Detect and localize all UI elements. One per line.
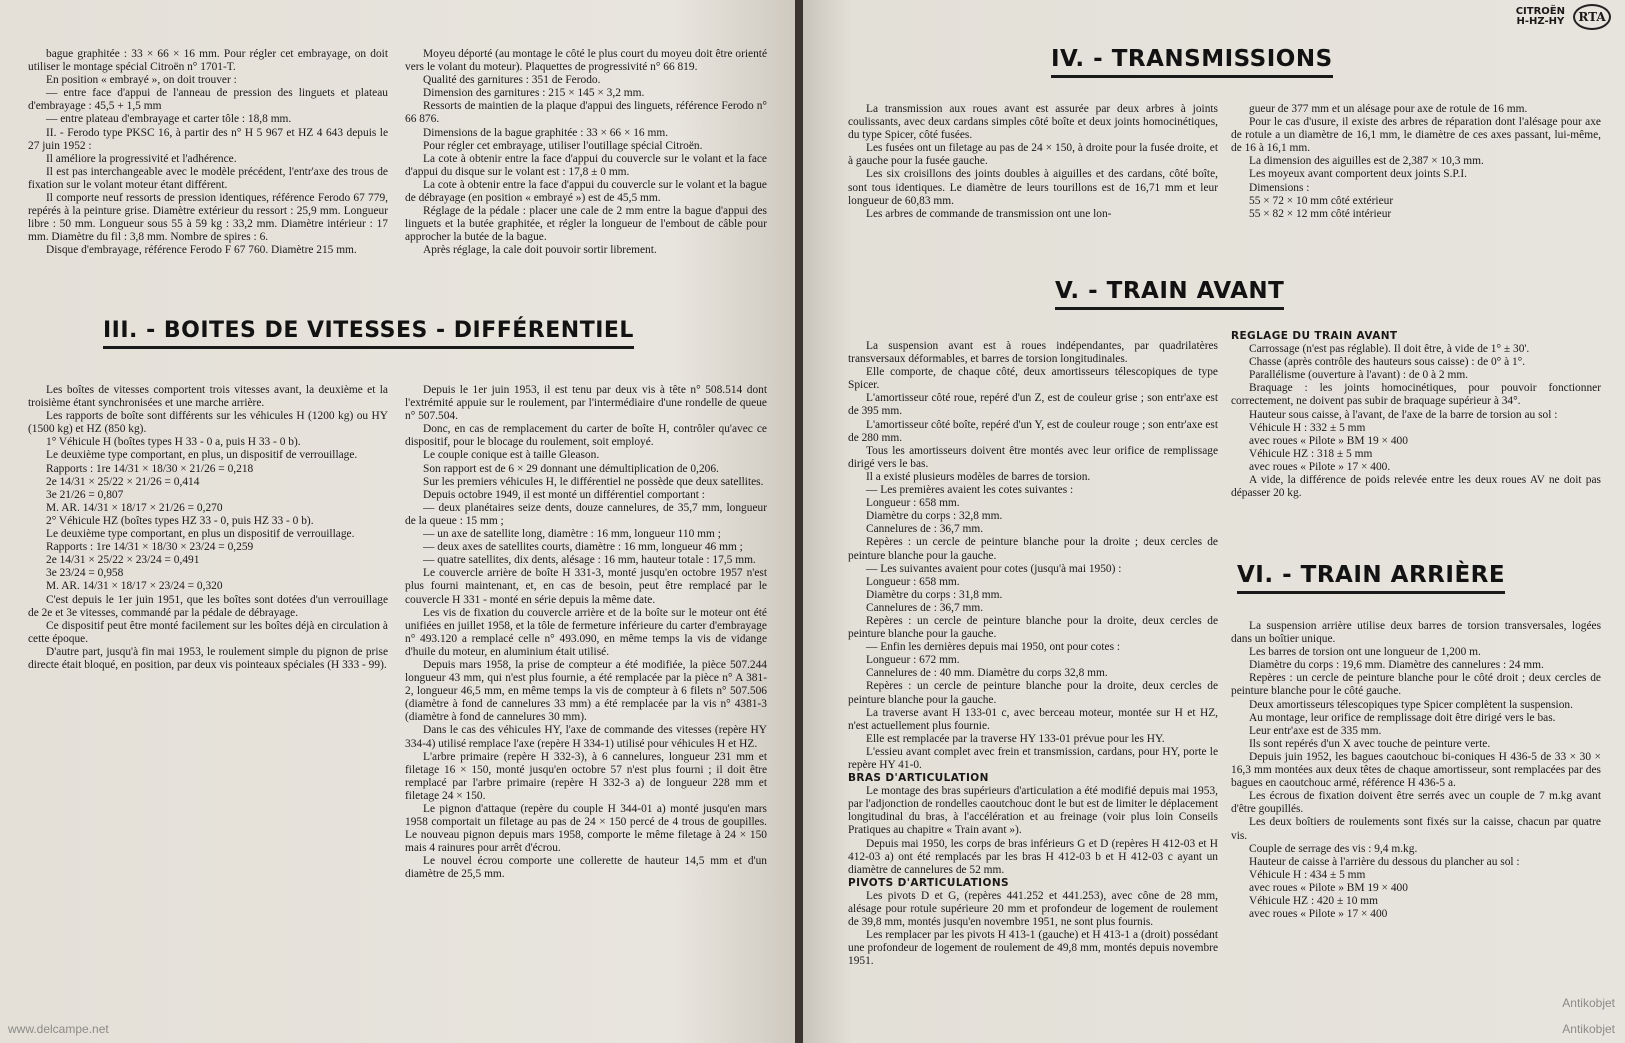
paragraph: Leur entr'axe est de 335 mm. xyxy=(1249,724,1382,737)
paragraph: Les boîtes de vitesses comportent trois vitesses avant, la deuxième et la troisième étant synchronisées et une marche arrière. xyxy=(28,384,388,410)
paragraph: Dimensions : xyxy=(1249,181,1310,194)
header-corner xyxy=(1516,4,1611,30)
paragraph: Repères : un cercle de peinture blanche pour la droite, deux cercles de peinture blanche pour la gauche. xyxy=(848,614,1218,641)
paragraph: Hauteur sous caisse, à l'avant, de l'axe de la barre de torsion au sol : xyxy=(1249,408,1558,421)
paragraph: A vide, la différence de poids relevée entre les deux roues AV ne doit pas dépasser 20 kg. xyxy=(1231,474,1601,500)
paragraph: Véhicule HZ : 318 ± 5 mm xyxy=(1249,447,1373,460)
paragraph: C'est depuis le 1er juin 1951, que les boîtes sont dotées d'un verrouillage de 2e et 3e vitesses, commandé par la pédale de débrayage. xyxy=(28,593,388,619)
left-col2-bottom xyxy=(405,384,767,882)
paragraph: Au montage, leur orifice de remplissage doit être dirigé vers le bas. xyxy=(1249,711,1556,724)
paragraph: Les six croisillons des joints doubles à aiguilles et des cardans, côté boîte, sont tous identiques. Le diamètre de leurs tourillons est de 16,71 mm et leur longueur de 60,83 mm. xyxy=(848,168,1218,207)
paragraph: — un axe de satellite long, diamètre : 16 mm, longueur 110 mm ; xyxy=(423,528,721,541)
heading-train-avant: V. - TRAIN AVANT xyxy=(1055,278,1284,310)
paragraph: Les fusées ont un filetage au pas de 24 × 150, à droite pour la fusée droite, et à gauche pour la fusée gauche. xyxy=(848,142,1218,168)
paragraph: 1° Véhicule H (boîtes types H 33 - 0 a, puis H 33 - 0 b). xyxy=(46,436,301,449)
paragraph: 2e 14/31 × 25/22 × 23/24 = 0,491 xyxy=(46,554,200,567)
paragraph: Longueur : 658 mm. xyxy=(866,497,960,510)
paragraph: Carrossage (n'est pas réglable). Il doit être, à vide de 1° ± 30'. xyxy=(1249,343,1530,356)
right-col3-bottom xyxy=(848,340,1218,969)
paragraph: L'essieu avant complet avec frein et transmission, cardans, pour HY, porte le repère HY 41-0. xyxy=(848,745,1218,771)
paragraph: Depuis mars 1958, la prise de compteur a été modifiée, la pièce 507.244 longueur 43 mm, qui n'est plus fournie, a été remplacée par la pièce n° A 381-2, longueur 46,5 mm, en même temps la vis de compteur à 6 filets n° 507.506 (diamètre à fond de cannelures 33 mm) a été remplacée par la vis n° 4381-3 (diamètre à fond de cannelures 30 mm). xyxy=(405,658,767,724)
paragraph: L'arbre primaire (repère H 332-3), à 6 cannelures, longueur 231 mm et filetage 16 × 150, monté jusqu'en octobre 57 n'est plus fourni ; il doit être remplacé par l'arbre primaire (repère H 332-3 a) de longueur 228 mm et filetage 24 × 150. xyxy=(405,750,767,802)
paragraph: Il améliore la progressivité et l'adhérence. xyxy=(46,152,237,165)
paragraph: Les arbres de commande de transmission ont une lon- xyxy=(866,207,1112,220)
paragraph: Cannelures de : 40 mm. Diamètre du corps 32,8 mm. xyxy=(866,667,1108,680)
paragraph: La cote à obtenir entre la face d'appui du couvercle sur le volant et la bague de débrayage (en position « embrayé ») est de 45,5 mm. xyxy=(405,178,767,205)
paragraph: En position « embrayé », on doit trouver : xyxy=(46,74,237,87)
paragraph: Le deuxième type comportant, en plus, un dispositif de verrouillage. xyxy=(46,449,358,462)
paragraph: 3e 21/26 = 0,807 xyxy=(46,488,124,501)
right-col4-top xyxy=(1231,103,1601,221)
subhead-bras: BRAS D'ARTICULATION xyxy=(848,772,989,785)
paragraph: Rapports : 1re 14/31 × 18/30 × 21/26 = 0,218 xyxy=(46,462,254,475)
paragraph: Cannelures de : 36,7 mm. xyxy=(866,523,984,536)
paragraph: Ressorts de maintien de la plaque d'appui des linguets, référence Ferodo n° 66 876. xyxy=(405,100,767,126)
paragraph: Il comporte neuf ressorts de pression identiques, référence Ferodo 67 779, repérés à la peinture grise. Diamètre extérieur du ressort : 25,9 mm. Longueur libre : 50 mm. Longueur sous 55 à 59 kg : 33,2 mm. Diamètre intérieur : 17 mm. Diamètre du fil : 3,8 mm. Nombre de spires : 6. xyxy=(28,192,388,244)
paragraph: Le deuxième type comportant, en plus un dispositif de verrouillage. xyxy=(46,528,355,541)
paragraph: Les vis de fixation du couvercle arrière et de la boîte sur le moteur ont été unifiées en juillet 1958, et la tôle de fermeture inférieure du carter d'embrayage n° 493.120 a remplacé celle n° 493.090, en même temps la vis de vidange d'huile du moteur, en aluminium était utilisé. xyxy=(405,606,767,658)
paragraph: avec roues « Pilote » BM 19 × 400 xyxy=(1249,881,1408,894)
paragraph: Ce dispositif peut être monté facilement sur les boîtes déjà en circulation à cette époque. xyxy=(28,619,388,645)
paragraph: Le nouvel écrou comporte une collerette de hauteur 14,5 mm et d'un diamètre de 25,5 mm. xyxy=(405,855,767,881)
paragraph: Sur les premiers véhicules H, le différentiel ne possède que deux satellites. xyxy=(423,475,764,488)
paragraph: Pour le cas d'usure, il existe des arbres de réparation dont l'alésage pour axe de rotule a un diamètre de 16,1 mm, le diamètre de ces axes passant, lui-même, de 16 à 16,1 mm. xyxy=(1231,116,1601,155)
paragraph: — deux planétaires seize dents, douze cannelures, de 35,7 mm, longueur de la queue : 15 mm ; xyxy=(405,501,767,527)
paragraph: Depuis octobre 1949, il est monté un différentiel comportant : xyxy=(423,488,705,501)
paragraph: La suspension arrière utilise deux barres de torsion transversales, logées dans un boîtier unique. xyxy=(1231,620,1601,646)
paragraph: L'amortisseur côté roue, repéré d'un Z, est de couleur grise ; son entr'axe est de 395 mm. xyxy=(848,392,1218,418)
paragraph: Repères : un cercle de peinture blanche pour le côté droit ; deux cercles de peinture blanche pour le côté gauche. xyxy=(1231,672,1601,698)
paragraph: Le couple conique est à taille Gleason. xyxy=(423,449,600,462)
watermark-right: Antikobjet xyxy=(1562,996,1615,1010)
paragraph: 2e 14/31 × 25/22 × 21/26 = 0,414 xyxy=(46,475,200,488)
paragraph: Diamètre du corps : 32,8 mm. xyxy=(866,510,1003,523)
paragraph: Chasse (après contrôle des hauteurs sous caisse) : de 0° à 1°. xyxy=(1249,356,1526,369)
paragraph: — Les suivantes avaient pour cotes (jusqu'à mai 1950) : xyxy=(866,562,1122,575)
paragraph: gueur de 377 mm et un alésage pour axe de rotule de 16 mm. xyxy=(1249,103,1528,115)
paragraph: Disque d'embrayage, référence Ferodo F 67 760. Diamètre 215 mm. xyxy=(46,244,357,257)
paragraph: 2° Véhicule HZ (boîtes types HZ 33 - 0, puis HZ 33 - 0 b). xyxy=(46,514,314,527)
paragraph: 55 × 82 × 12 mm côté intérieur xyxy=(1249,207,1392,220)
paragraph: La suspension avant est à roues indépendantes, par quadrilatères transversaux déformables, et barres de torsion longitudinales. xyxy=(848,340,1218,366)
paragraph: La transmission aux roues avant est assurée par deux arbres à joints coulissants, avec deux cardans simples côté boîte et deux joints homocinétiques, du type Spicer, côté fusées. xyxy=(848,103,1218,142)
paragraph: bague graphitée : 33 × 66 × 16 mm. Pour régler cet embrayage, on doit utiliser le montage spécial Citroën n° 1701-T. xyxy=(28,48,388,74)
paragraph: Pour régler cet embrayage, utiliser l'outillage spécial Citroën. xyxy=(423,139,703,152)
brand-label xyxy=(1516,7,1565,27)
paragraph: Deux amortisseurs télescopiques type Spicer complètent la suspension. xyxy=(1249,698,1573,711)
paragraph: Diamètre du corps : 19,6 mm. Diamètre des cannelures : 24 mm. xyxy=(1249,659,1544,672)
paragraph: avec roues « Pilote » BM 19 × 400 xyxy=(1249,434,1408,447)
paragraph: La traverse avant H 133-01 c, avec berceau moteur, montée sur H et HZ, n'est actuellement plus fournie. xyxy=(848,706,1218,732)
paragraph: 55 × 72 × 10 mm côté extérieur xyxy=(1249,194,1394,207)
paragraph: Hauteur de caisse à l'arrière du dessous du plancher au sol : xyxy=(1249,855,1520,868)
train-avant-text xyxy=(848,340,1218,772)
paragraph: Qualité des garnitures : 351 de Ferodo. xyxy=(423,74,601,87)
left-col2-top xyxy=(405,48,767,258)
paragraph: Les moyeux avant comportent deux joints S.P.I. xyxy=(1249,168,1467,181)
paragraph: Repères : un cercle de peinture blanche pour la droite ; deux cercles de peinture blanche pour la gauche. xyxy=(848,536,1218,562)
paragraph: Les pivots D et G, (repères 441.252 et 441.253), avec cône de 28 mm, alésage pour rotule supérieure 20 mm et profondeur de logement de roulement de 39,8 mm, montés jusqu'en novembre 1951, ne sont plus fournis. xyxy=(848,889,1218,929)
paragraph: avec roues « Pilote » 17 × 400. xyxy=(1249,460,1391,473)
paragraph: Dans le cas des véhicules HY, l'axe de commande des vitesses (repère HY 334-4) utilisé remplace l'axe (repère H 334-1) utilisé pour véhicules H et HZ. xyxy=(405,724,767,750)
paragraph: Repères : un cercle de peinture blanche pour la droite, deux cercles de peinture blanche pour la gauche. xyxy=(848,680,1218,706)
pivots-text xyxy=(848,890,1218,969)
right-col4-bottom xyxy=(1231,330,1601,500)
paragraph: Elle comporte, de chaque côté, deux amortisseurs télescopiques de type Spicer. xyxy=(848,366,1218,392)
paragraph: Depuis le 1er juin 1953, il est tenu par deux vis à tête n° 508.514 dont l'extrémité appuie sur le roulement, par l'intermédiaire d'une rondelle de queue n° 507.504. xyxy=(405,384,767,423)
rta-logo: RTA xyxy=(1573,4,1611,30)
left-col1-top xyxy=(28,48,388,258)
watermark-right-2: Antikobjet xyxy=(1562,1022,1615,1036)
watermark-left: www.delcampe.net xyxy=(8,1022,109,1036)
paragraph: Véhicule H : 434 ± 5 mm xyxy=(1249,868,1366,881)
paragraph: — deux axes de satellites courts, diamètre : 16 mm, longueur 46 mm ; xyxy=(423,541,743,554)
paragraph: Cannelures de : 36,7 mm. xyxy=(866,601,984,614)
paragraph: Véhicule HZ : 420 ± 10 mm xyxy=(1249,894,1378,907)
right-page xyxy=(803,0,1625,1043)
right-col4-arriere xyxy=(1231,620,1601,921)
subhead-pivots: PIVOTS D'ARTICULATIONS xyxy=(848,876,1009,889)
paragraph: — quatre satellites, dix dents, alésage : 16 mm, hauteur totale : 17,5 mm. xyxy=(423,554,756,567)
paragraph: L'amortisseur côté boîte, repéré d'un Y, est de couleur rouge ; son entr'axe est de 280 mm. xyxy=(848,418,1218,444)
brand-models: H-HZ-HY xyxy=(1516,16,1565,27)
paragraph: Son rapport est de 6 × 29 donnant une démultiplication de 0,206. xyxy=(423,462,719,475)
left-col1-bottom xyxy=(28,384,388,672)
paragraph: Longueur : 658 mm. xyxy=(866,575,960,588)
paragraph: — Les premières avaient les cotes suivantes : xyxy=(866,484,1074,497)
paragraph: Le pignon d'attaque (repère du couple H 344-01 a) monté jusqu'en mars 1958 comportait un filetage au pas de 24 × 150 percé de 4 trous de goupilles. Le nouveau pignon depuis mars 1958, comporte le même filetage à 24 × 150 mais 4 rainures pour arrêt d'écrou. xyxy=(405,803,767,855)
paragraph: Dimension des garnitures : 215 × 145 × 3,2 mm. xyxy=(423,87,645,100)
paragraph: Le couvercle arrière de boîte H 331-3, monté jusqu'en octobre 1957 n'est plus fourni maintenant, et, en cas de besoin, peut être remplacé par le couvercle H 331 - monté en série depuis la même date. xyxy=(405,567,767,606)
paragraph: II. - Ferodo type PKSC 16, à partir des n° H 5 967 et HZ 4 643 depuis le 27 juin 1952 : xyxy=(28,126,388,152)
paragraph: Après réglage, la cale doit pouvoir sortir librement. xyxy=(423,244,657,257)
heading-boites-de-vitesses: III. - BOITES DE VITESSES - DIFFÉRENTIEL xyxy=(103,318,634,349)
paragraph: M. AR. 14/31 × 18/17 × 23/24 = 0,320 xyxy=(46,580,223,593)
paragraph: Les deux boîtiers de roulements sont fixés sur la caisse, chacun par quatre vis. xyxy=(1231,816,1601,842)
paragraph: Dimensions de la bague graphitée : 33 × 66 × 16 mm. xyxy=(423,126,669,139)
paragraph: Tous les amortisseurs doivent être montés avec leur orifice de remplissage dirigé vers le bas. xyxy=(848,444,1218,470)
paragraph: — entre plateau d'embrayage et carter tôle : 18,8 mm. xyxy=(46,113,292,126)
paragraph: Le montage des bras supérieurs d'articulation a été modifié depuis mai 1953, par l'adjonction de rondelles caoutchouc dont le but est de limiter le déplacement longitudinal du bras, à l'accélération et au freinage (voir plus loin Conseils Pratiques au chapitre « Train avant »). xyxy=(848,785,1218,837)
paragraph: Longueur : 672 mm. xyxy=(866,654,960,667)
paragraph: Ils sont repérés d'un X avec touche de peinture verte. xyxy=(1249,737,1491,750)
paragraph: avec roues « Pilote » 17 × 400 xyxy=(1249,908,1388,921)
paragraph: Les remplacer par les pivots H 413-1 (gauche) et H 413-1 a (droit) possédant une profondeur de logement de roulement de 49,8 mm, montés depuis novembre 1951. xyxy=(848,929,1218,968)
paragraph: D'autre part, jusqu'à fin mai 1953, le roulement simple du pignon de prise directe était bloqué, en position, par deux vis pointeaux spéciales (H 333 - 99). xyxy=(28,645,388,671)
paragraph: Rapports : 1re 14/31 × 18/30 × 23/24 = 0,259 xyxy=(46,541,254,554)
paragraph: Réglage de la pédale : placer une cale de 2 mm entre la bague d'appui des linguets et la butée graphitée, et régler la longueur de l'embout de câble pour approcher la butée de la bague. xyxy=(405,205,767,244)
bras-text xyxy=(848,785,1218,877)
paragraph: Donc, en cas de remplacement du carter de boîte H, contrôler qu'avec ce dispositif, pour le blocage du roulement, soit employé. xyxy=(405,423,767,449)
paragraph: Il a existé plusieurs modèles de barres de torsion. xyxy=(866,470,1091,483)
left-page xyxy=(0,0,795,1043)
paragraph: 3e 23/24 = 0,958 xyxy=(46,567,124,580)
heading-transmissions: IV. - TRANSMISSIONS xyxy=(1051,46,1333,78)
paragraph: — Enfin les dernières depuis mai 1950, ont pour cotes : xyxy=(866,641,1121,654)
paragraph: Diamètre du corps : 31,8 mm. xyxy=(866,588,1003,601)
heading-train-arriere: VI. - TRAIN ARRIÈRE xyxy=(1237,562,1505,594)
paragraph: Les barres de torsion ont une longueur de 1,200 m. xyxy=(1249,646,1481,659)
right-col3-top xyxy=(848,103,1218,221)
paragraph: Il est pas interchangeable avec le modèle précédent, l'entr'axe des trous de fixation sur le volant moteur étant différent. xyxy=(28,165,388,191)
paragraph: Parallélisme (ouverture à l'avant) : de 0 à 2 mm. xyxy=(1249,369,1469,382)
paragraph: La dimension des aiguilles est de 2,387 × 10,3 mm. xyxy=(1249,155,1484,168)
paragraph: Les écrous de fixation doivent être serrés avec un couple de 7 m.kg avant d'être goupillés. xyxy=(1231,790,1601,816)
paragraph: — entre face d'appui de l'anneau de pression des linguets et plateau d'embrayage : 45,5 + 1,5 mm xyxy=(28,87,388,113)
paragraph: M. AR. 14/31 × 18/17 × 21/26 = 0,270 xyxy=(46,501,223,514)
paragraph: Véhicule H : 332 ± 5 mm xyxy=(1249,421,1366,434)
paragraph: Braquage : les joints homocinétiques, pour pouvoir fonctionner correctement, ne doivent pas subir de braquage supérieur à 34°. xyxy=(1231,382,1601,408)
paragraph: Elle est remplacée par la traverse HY 133-01 prévue pour les HY. xyxy=(866,732,1165,745)
reglage-text xyxy=(1231,343,1601,500)
paragraph: Depuis juin 1952, les bagues caoutchouc bi-coniques H 436-5 de 33 × 30 × 16,3 mm montées aux deux têtes de chaque amortisseur, sont remplacées par des bagues en caoutchouc armé, référence H 436-5 a. xyxy=(1231,750,1601,790)
paragraph: Moyeu déporté (au montage le côté le plus court du moyeu doit être orienté vers le volant du moteur). Plaquettes de progressivité n° 66 819. xyxy=(405,48,767,74)
paragraph: La cote à obtenir entre la face d'appui du couvercle sur le volant et la face d'appui du disque sur le volant est : 17,8 ± 0 mm. xyxy=(405,152,767,178)
subhead-reglage: REGLAGE DU TRAIN AVANT xyxy=(1231,330,1398,342)
paragraph: Couple de serrage des vis : 9,4 m.kg. xyxy=(1249,842,1418,855)
brand-name: CITROËN xyxy=(1515,6,1565,17)
book-spine xyxy=(795,0,803,1043)
paragraph: Depuis mai 1950, les corps de bras inférieurs G et D (repères H 412-03 et H 412-03 a) ont été remplacés par les bras H 412-03 b et H 412-03 c ayant un diamètre de cannelures de 52 mm. xyxy=(848,837,1218,876)
paragraph: Les rapports de boîte sont différents sur les véhicules H (1200 kg) ou HY (1500 kg) et HZ (850 kg). xyxy=(28,410,388,436)
